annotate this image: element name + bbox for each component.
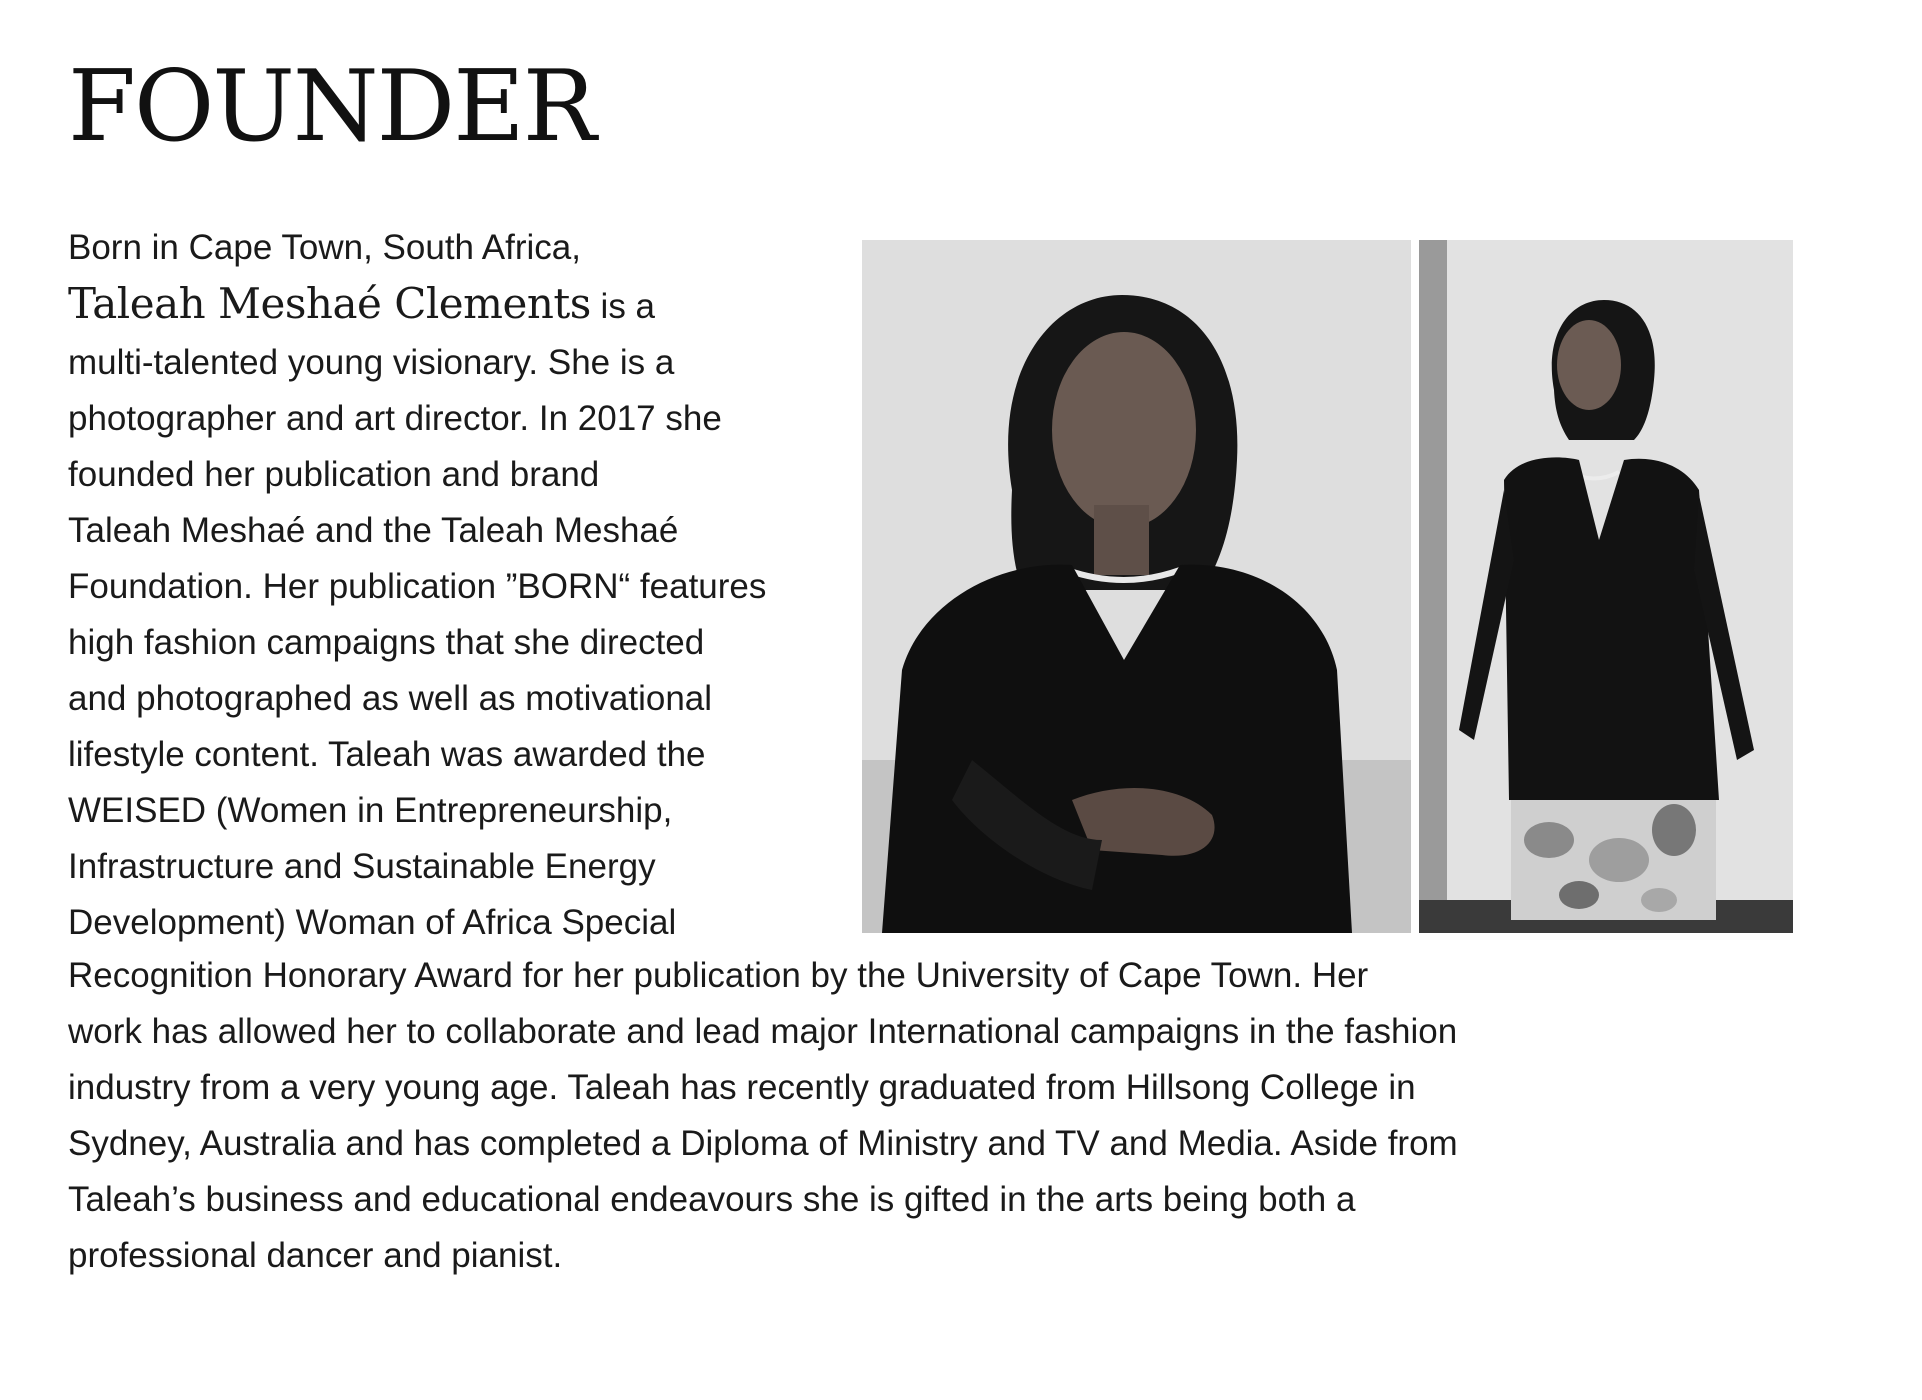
bio-line: Taleah Meshaé and the Taleah Meshaé	[68, 511, 679, 550]
bio-line: Taleah’s business and educational endeavours she is gifted in the arts being both a	[68, 1180, 1356, 1219]
portrait-photo-fullbody	[1419, 240, 1793, 933]
bio-line: industry from a very young age. Taleah has recently graduated from Hillsong College in	[68, 1068, 1416, 1107]
bio-line: Development) Woman of Africa Special	[68, 903, 677, 942]
bio-line: WEISED (Women in Entrepreneurship,	[68, 791, 673, 830]
bio-line: lifestyle content. Taleah was awarded the	[68, 735, 706, 774]
bio-name-line	[68, 276, 868, 335]
bio-line: photographer and art director. In 2017 she	[68, 399, 722, 438]
page-title: FOUNDER	[68, 50, 595, 164]
bio-intro-paragraph	[68, 220, 868, 951]
bio-line: Sydney, Australia and has completed a Diploma of Ministry and TV and Media. Aside from	[68, 1124, 1458, 1163]
bio-line: Infrastructure and Sustainable Energy	[68, 847, 656, 886]
bio-line: high fashion campaigns that she directed	[68, 623, 705, 662]
bio-continuation-paragraph	[68, 948, 1668, 1284]
bio-line: founded her publication and brand	[68, 455, 600, 494]
bio-line: professional dancer and pianist.	[68, 1236, 563, 1275]
bio-line: Born in Cape Town, South Africa,	[68, 228, 581, 267]
bio-line: multi-talented young visionary. She is a	[68, 343, 675, 382]
bio-line: Recognition Honorary Award for her publication by the University of Cape Town. Her	[68, 956, 1369, 995]
bio-line: and photographed as well as motivational	[68, 679, 713, 718]
founder-name: Taleah Meshaé Clements	[68, 279, 591, 328]
bio-line: Foundation. Her publication ”BORN“ features	[68, 567, 767, 606]
portrait-photo-closeup	[862, 240, 1411, 933]
bio-line: work has allowed her to collaborate and lead major International campaigns in the fashion	[68, 1012, 1458, 1051]
bio-name-suffix: is a	[590, 287, 656, 326]
